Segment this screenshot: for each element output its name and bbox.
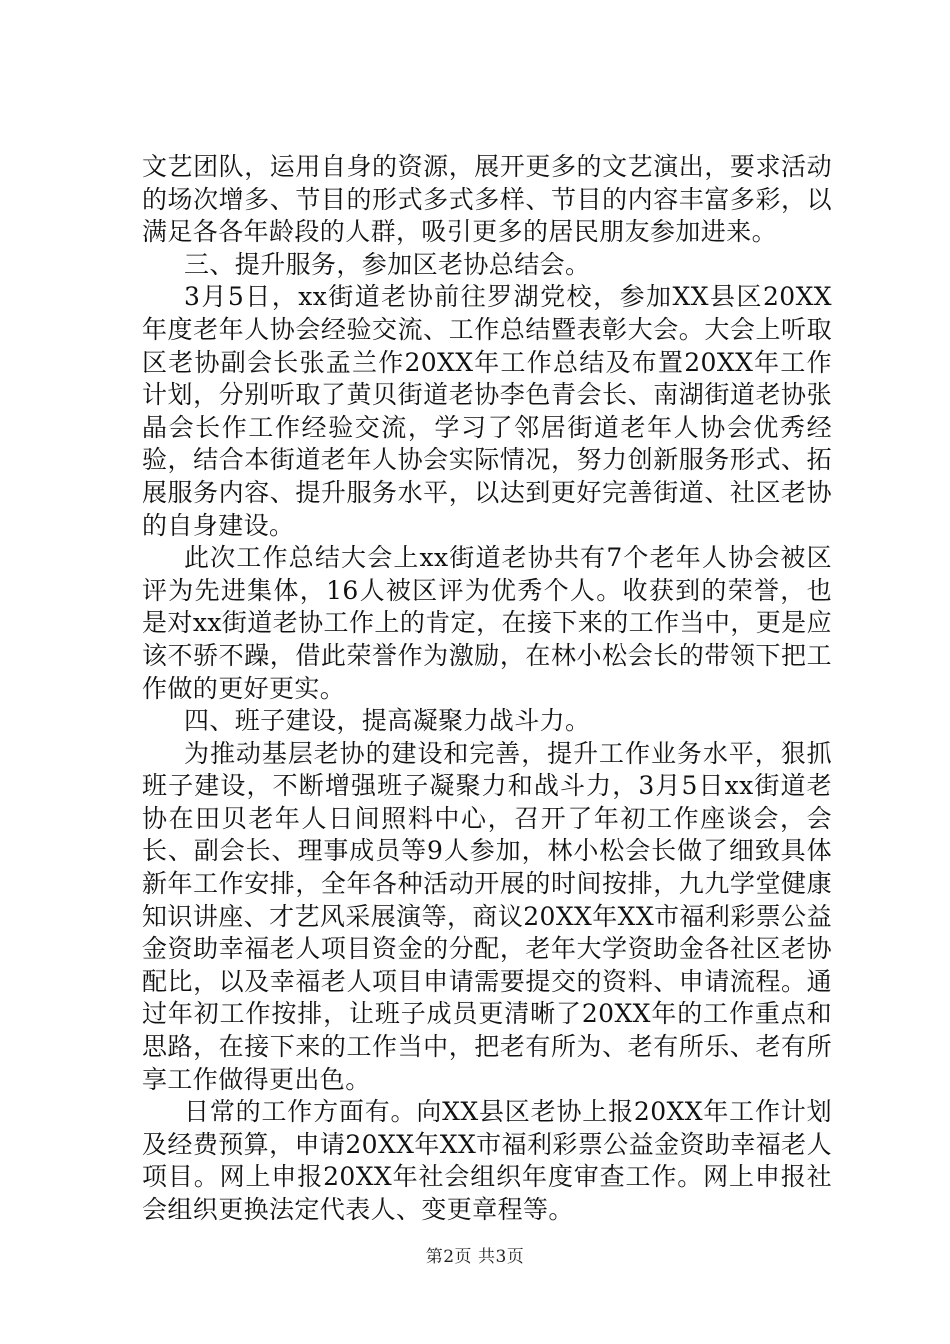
paragraph-art-team-continued: 文艺团队，运用自身的资源，展开更多的文艺演出，要求活动的场次增多、节目的形式多式多样、节目的内容丰富多彩，以满足各各年龄段的人群，吸引更多的居民朋友参加进来。: [142, 152, 832, 247]
heading-section-three: 三、提升服务，参加区老协总结会。: [184, 249, 591, 279]
body-text: [142, 151, 832, 1227]
page-number-footer: 第2页 共3页: [425, 1247, 525, 1267]
paragraph-summary-meeting: 3月5日，xx街道老协前往罗湖党校，参加XX县区20XX年度老年人协会经验交流、工作总结暨表彰大会。大会上听取区老协副会长张孟兰作20XX年工作总结及布置20XX年工作计划，分别听取了黄贝街道老协李色青会长、南湖街道老协张晶会长作工作经验交流，学习了邻居街道老年人协会优秀经验，结合本街道老年人协会实际情况，努力创新服务形式、拓展服务内容、提升服务水平，以达到更好完善街道、社区老协的自身建设。: [142, 282, 832, 540]
paragraph-daily-work: 日常的工作方面有。向XX县区老协上报20XX年工作计划及经费预算，申请20XX年XX市福利彩票公益金资助幸福老人项目。网上申报20XX年社会组织年度审查工作。网上申报社会组织更换法定代表人、变更章程等。: [142, 1097, 832, 1224]
paragraph-honors: 此次工作总结大会上xx街道老协共有7个老年人协会被区评为先进集体，16人被区评为优秀个人。收获到的荣誉，也是对xx街道老协工作上的肯定，在接下来的工作当中，更是应该不骄不躁，借此荣誉作为激励，在林小松会长的带领下把工作做的更好更实。: [142, 543, 832, 703]
paragraph-team-building: 为推动基层老协的建设和完善，提升工作业务水平，狠抓班子建设，不断增强班子凝聚力和战斗力，3月5日xx街道老协在田贝老年人日间照料中心，召开了年初工作座谈会，会长、副会长、理事成员等9人参加，林小松会长做了细致具体新年工作安排，全年各种活动开展的时间按排，九九学堂健康知识讲座、才艺风采展演等，商议20XX年XX市福利彩票公益金资助幸福老人项目资金的分配，老年大学资助金各社区老协配比，以及幸福老人项目申请需要提交的资料、申请流程。通过年初工作按排，让班子成员更清晰了20XX年的工作重点和思路，在接下来的工作当中，把老有所为、老有所乐、老有所享工作做得更出色。: [142, 738, 832, 1094]
heading-section-four: 四、班子建设，提高凝聚力战斗力。: [184, 706, 591, 736]
